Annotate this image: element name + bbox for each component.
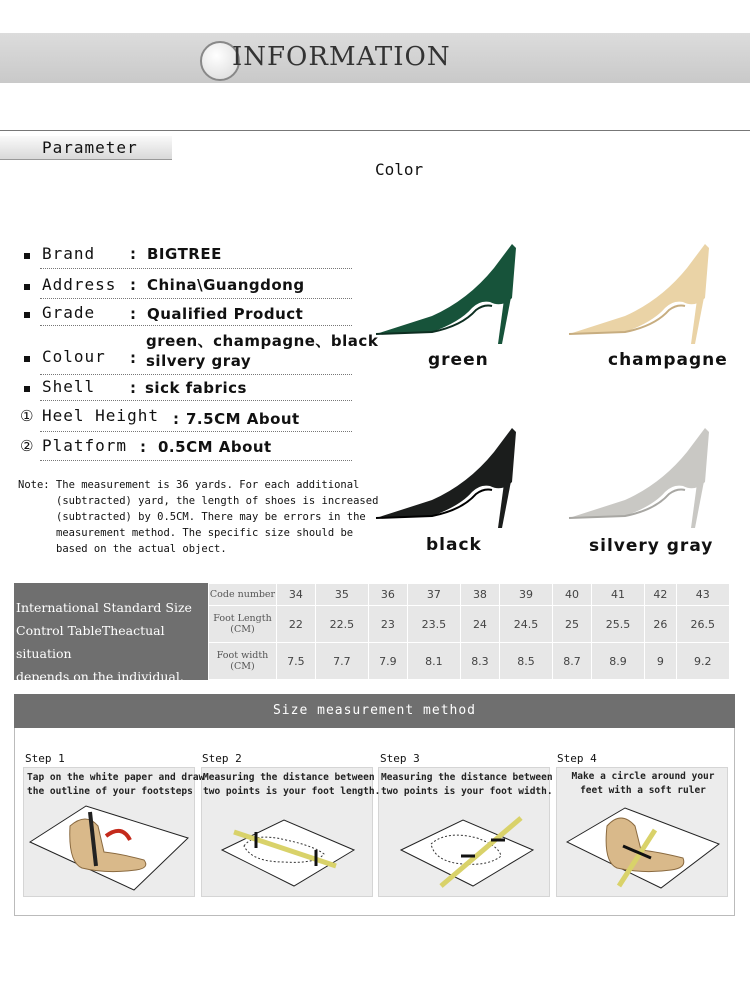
size-table-cell: 35 xyxy=(315,584,368,606)
size-table-cell: 8.9 xyxy=(591,643,644,680)
size-table-cell: 24 xyxy=(461,606,500,643)
step-4-text xyxy=(560,770,726,798)
paper-sheet xyxy=(401,820,533,886)
note-line: (subtracted) yard, the length of shoes is increased xyxy=(56,495,379,507)
size-table-row xyxy=(209,584,730,606)
dotted-divider xyxy=(40,374,352,375)
shoe-body xyxy=(376,244,516,334)
param-value-heel-height: 7.5CM About xyxy=(186,410,300,428)
size-table-label-line: depends on the individual. xyxy=(16,669,184,684)
note-line: measurement method. The specific size should be xyxy=(56,527,354,539)
step-text-line: feet with a soft ruler xyxy=(580,785,706,796)
shoe-body xyxy=(569,244,709,334)
size-table-cell: 40 xyxy=(553,584,592,606)
circled-two-icon: ② xyxy=(20,437,34,455)
step-2-illustration xyxy=(204,806,370,894)
param-value-shell: sick fabrics xyxy=(145,379,247,397)
parameter-tab-label: Parameter xyxy=(42,138,138,157)
shoe-image-champagne xyxy=(565,238,715,348)
step-4-title: Step 4 xyxy=(557,752,597,765)
bullet-icon xyxy=(24,253,30,259)
bullet-icon xyxy=(24,356,30,362)
dotted-divider xyxy=(40,268,352,269)
dotted-divider xyxy=(40,431,352,432)
divider xyxy=(0,130,750,131)
size-table xyxy=(208,583,730,680)
step-text-line: two points is your foot length. xyxy=(203,786,381,797)
note-line: (subtracted) by 0.5CM. There may be errors in the xyxy=(56,511,366,523)
param-value-brand: BIGTREE xyxy=(147,245,222,263)
param-sep: : xyxy=(130,276,137,294)
shoe-image-green xyxy=(372,238,522,348)
param-value-grade: Qualified Product xyxy=(147,305,304,323)
dotted-divider xyxy=(40,460,352,461)
color-caption-silvery-gray: silvery gray xyxy=(589,536,714,556)
step-text-line: two points is your foot width. xyxy=(381,786,553,797)
note-line: Note: The measurement is 36 yards. For each additional xyxy=(18,479,360,491)
size-table-cell: 23.5 xyxy=(407,606,460,643)
step-3-text xyxy=(381,771,553,799)
bullet-icon xyxy=(24,312,30,318)
step-2-text xyxy=(203,771,380,799)
size-table-cell: 26.5 xyxy=(676,606,729,643)
bullet-icon xyxy=(24,386,30,392)
note-line: based on the actual object. xyxy=(56,543,227,555)
circled-one-icon: ① xyxy=(20,407,34,425)
size-table-cell: 41 xyxy=(591,584,644,606)
size-table-cell: 8.1 xyxy=(407,643,460,680)
paper-sheet xyxy=(222,820,354,886)
shoe-body xyxy=(376,428,516,518)
size-table-row-header: Foot Length (CM) xyxy=(209,606,277,643)
size-table-cell: 38 xyxy=(461,584,500,606)
size-table-cell: 8.7 xyxy=(553,643,592,680)
size-table-cell: 25.5 xyxy=(591,606,644,643)
param-label-address: Address xyxy=(42,275,117,294)
size-table-cell: 25 xyxy=(553,606,592,643)
param-label-shell: Shell xyxy=(42,377,96,396)
size-table-cell: 22.5 xyxy=(315,606,368,643)
step-1-title: Step 1 xyxy=(25,752,65,765)
param-value-colour-line1: green、champagne、black xyxy=(146,332,379,350)
size-table-cell: 23 xyxy=(369,606,408,643)
step-4-illustration xyxy=(559,800,725,894)
param-sep: : xyxy=(173,410,180,428)
step-text-line: the outline of your footsteps xyxy=(27,786,193,797)
param-label-platform: Platform xyxy=(42,436,128,455)
size-table-label-line: Control TableTheactual situation xyxy=(16,623,165,661)
size-table-cell: 7.9 xyxy=(369,643,408,680)
size-table-cell: 24.5 xyxy=(499,606,552,643)
size-table-label-line: International Standard Size xyxy=(16,600,192,615)
size-table-cell: 7.7 xyxy=(315,643,368,680)
shoe-image-black xyxy=(372,422,522,532)
size-table-cell: 22 xyxy=(277,606,316,643)
param-value-shell-sep: : xyxy=(130,379,137,397)
param-value-colour-line2: silvery gray xyxy=(146,352,252,370)
param-label-heel-height: Heel Height xyxy=(42,406,159,425)
size-table-cell: 36 xyxy=(369,584,408,606)
size-table-cell: 42 xyxy=(645,584,676,606)
step-text-line: Make a circle around your xyxy=(571,771,715,782)
param-sep: : xyxy=(130,305,137,323)
size-table-row xyxy=(209,606,730,643)
size-table-row-header: Foot width (CM) xyxy=(209,643,277,680)
size-table-cell: 26 xyxy=(645,606,676,643)
measurement-title: Size measurement method xyxy=(272,703,476,718)
size-table-row xyxy=(209,643,730,680)
step-3-title: Step 3 xyxy=(380,752,420,765)
size-table-cell: 7.5 xyxy=(277,643,316,680)
step-1-text xyxy=(27,771,204,799)
size-table-cell: 39 xyxy=(499,584,552,606)
param-value-address: China\Guangdong xyxy=(147,276,305,294)
dotted-divider xyxy=(40,400,352,401)
color-section-title: Color xyxy=(375,160,424,179)
size-table-label xyxy=(16,596,210,688)
size-table-row-header: Code number xyxy=(209,584,277,606)
shoe-body xyxy=(569,428,709,518)
shoe-image-silvery-gray xyxy=(565,422,715,532)
page-title: INFORMATION xyxy=(232,42,451,72)
size-table-cell: 34 xyxy=(277,584,316,606)
step-2-title: Step 2 xyxy=(202,752,242,765)
step-text-line: Tap on the white paper and draw xyxy=(27,772,205,783)
size-table-cell: 8.3 xyxy=(461,643,500,680)
color-caption-champagne: champagne xyxy=(608,350,728,370)
step-3-illustration xyxy=(381,806,547,894)
param-value-platform: 0.5CM About xyxy=(158,438,272,456)
step-1-illustration xyxy=(26,802,192,894)
color-caption-green: green xyxy=(428,350,489,370)
size-table-cell: 43 xyxy=(676,584,729,606)
size-table-cell: 37 xyxy=(407,584,460,606)
dotted-divider xyxy=(40,298,352,299)
size-table-cell: 9.2 xyxy=(676,643,729,680)
bullet-icon xyxy=(24,284,30,290)
param-sep: : xyxy=(130,349,137,367)
param-sep: : xyxy=(130,245,137,263)
param-label-brand: Brand xyxy=(42,244,96,263)
param-sep: : xyxy=(140,438,147,456)
measurement-note xyxy=(18,477,378,557)
step-text-line: Measuring the distance between xyxy=(381,772,553,783)
size-table-cell: 9 xyxy=(645,643,676,680)
color-caption-black: black xyxy=(426,535,482,555)
param-label-colour: Colour xyxy=(42,347,106,366)
dotted-divider xyxy=(40,325,352,326)
paper-sheet xyxy=(30,806,188,890)
size-table-cell: 8.5 xyxy=(499,643,552,680)
param-label-grade: Grade xyxy=(42,303,96,322)
step-text-line: Measuring the distance between xyxy=(203,772,375,783)
